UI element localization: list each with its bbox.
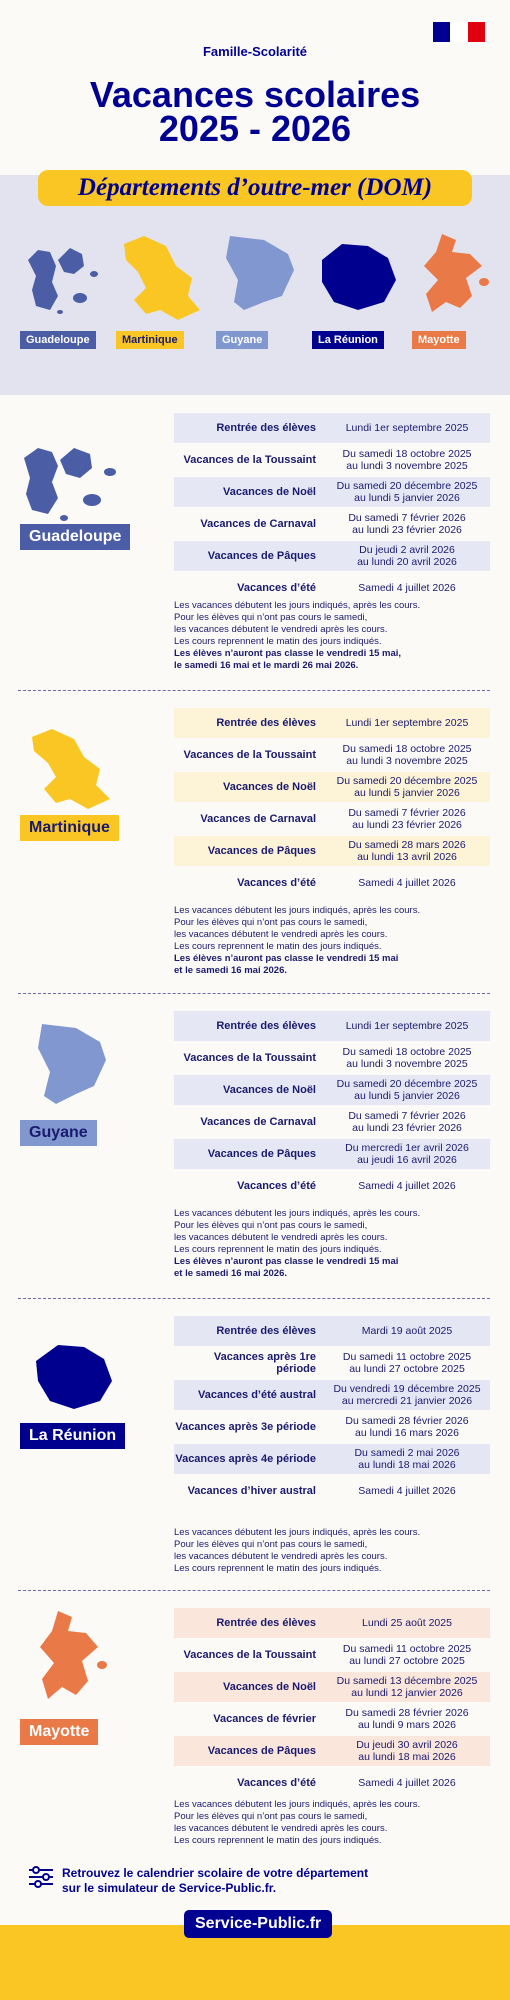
page-title [0, 74, 510, 149]
period-start: Du vendredi 19 décembre 2025 [333, 1383, 481, 1395]
table-row [174, 573, 490, 603]
period-end: au lundi 27 octobre 2025 [349, 1655, 465, 1667]
period-start: Du samedi 7 février 2026 [348, 512, 466, 524]
dept-label: Guyane [20, 1120, 97, 1146]
period-label: Vacances après 3e période [175, 1421, 316, 1433]
period-start: Du samedi 11 octobre 2025 [342, 1643, 472, 1655]
period-end: au lundi 12 janvier 2026 [351, 1687, 463, 1699]
period-start: Samedi 4 juillet 2026 [358, 1180, 456, 1192]
period-start: Samedi 4 juillet 2026 [358, 582, 456, 594]
dept-label: Guadeloupe [20, 524, 130, 550]
period-label: Vacances d’été [237, 877, 316, 889]
notes [174, 905, 490, 977]
period-start: Du samedi 20 décembre 2025 [336, 775, 478, 787]
period-end: au mercredi 21 janvier 2026 [341, 1395, 473, 1407]
period-label: Vacances de la Toussaint [183, 1052, 316, 1064]
note-line: Les vacances débutent les jours indiqués, après les cours. [174, 905, 421, 916]
period-start: Du samedi 18 octobre 2025 [342, 743, 472, 755]
simulator-text [62, 1866, 368, 1896]
table-row [174, 1316, 490, 1346]
period-label: Vacances de février [213, 1713, 316, 1725]
period-start: Samedi 4 juillet 2026 [358, 877, 456, 889]
note-line-bold: le samedi 16 mai et le mardi 26 mai 2026. [174, 660, 359, 671]
dates-table [174, 413, 490, 605]
table-row [174, 1107, 490, 1137]
note-line: Les vacances débutent les jours indiqués, après les cours. [174, 1799, 421, 1810]
period-label: Vacances d’été [237, 1777, 316, 1789]
table-row [174, 1139, 490, 1169]
table-row [174, 541, 490, 571]
period-label: Vacances de Noël [223, 1681, 316, 1693]
period-start: Du jeudi 30 avril 2026 [356, 1739, 458, 1751]
period-label: Vacances de la Toussaint [183, 749, 316, 761]
period-end: au lundi 3 novembre 2025 [346, 755, 468, 767]
period-label: Vacances de la Toussaint [183, 1649, 316, 1661]
section-martinique [0, 707, 510, 985]
period-label: Vacances de Pâques [207, 845, 316, 857]
table-row [174, 413, 490, 443]
period-label: Vacances de Noël [223, 486, 316, 498]
section-divider [18, 1298, 490, 1299]
dates-table [174, 1011, 490, 1203]
note-line: Pour les élèves qui n’ont pas cours le samedi, [174, 917, 368, 928]
period-start: Lundi 1er septembre 2025 [345, 1020, 469, 1032]
period-label: Vacances d’été [237, 1180, 316, 1192]
note-line: Pour les élèves qui n’ont pas cours le samedi, [174, 1220, 368, 1231]
period-start: Du samedi 18 octobre 2025 [342, 448, 472, 460]
period-label: Vacances d’été austral [197, 1389, 316, 1401]
period-start: Lundi 1er septembre 2025 [345, 717, 469, 729]
section-reunion [0, 1315, 510, 1575]
period-label: Vacances de la Toussaint [183, 454, 316, 466]
period-end: au lundi 20 avril 2026 [357, 556, 457, 568]
period-label: Rentrée des élèves [216, 422, 316, 434]
note-line: Pour les élèves qui n’ont pas cours le samedi, [174, 1539, 368, 1550]
period-end: au lundi 9 mars 2026 [357, 1719, 457, 1731]
section-guadeloupe [0, 412, 510, 688]
period-start: Du samedi 13 décembre 2025 [336, 1675, 478, 1687]
mayotte-map-icon [32, 1607, 122, 1717]
note-line: Les cours reprennent le matin des jours indiqués. [174, 1244, 382, 1255]
period-start: Du samedi 2 mai 2026 [354, 1447, 460, 1459]
note-line: Les vacances débutent les jours indiqués, après les cours. [174, 1527, 421, 1538]
period-end: au lundi 5 janvier 2026 [354, 1090, 460, 1102]
table-row [174, 477, 490, 507]
period-start: Du samedi 7 février 2026 [348, 807, 466, 819]
table-row [174, 1444, 490, 1474]
section-guyane [0, 1010, 510, 1290]
period-start: Samedi 4 juillet 2026 [358, 1485, 456, 1497]
overview-label: Martinique [116, 331, 184, 349]
note-line: les vacances débutent le vendredi après les cours. [174, 1823, 388, 1834]
overview-label: La Réunion [312, 331, 384, 349]
period-label: Vacances de Carnaval [200, 813, 316, 825]
title-line-1: Vacances scolaires [89, 74, 421, 115]
table-row [174, 1011, 490, 1041]
section-divider [18, 1590, 490, 1591]
period-end: au lundi 3 novembre 2025 [346, 1058, 468, 1070]
period-start: Lundi 25 août 2025 [362, 1617, 452, 1629]
note-line-bold: et le samedi 16 mai 2026. [174, 965, 288, 976]
notes [174, 1208, 490, 1280]
dates-table [174, 1608, 490, 1800]
overview-guyane [216, 230, 306, 349]
sliders-icon [28, 1866, 54, 1888]
table-row [174, 509, 490, 539]
section-divider [18, 690, 490, 691]
table-row [174, 708, 490, 738]
table-row [174, 1171, 490, 1201]
note-line: Les cours reprennent le matin des jours indiqués. [174, 941, 382, 952]
table-row [174, 1608, 490, 1638]
table-row [174, 804, 490, 834]
notes [174, 1799, 490, 1847]
note-line-bold: Les élèves n’auront pas classe le vendredi 15 mai, [174, 648, 402, 659]
period-label: Rentrée des élèves [216, 1617, 316, 1629]
period-end: au lundi 5 janvier 2026 [354, 492, 460, 504]
note-line: Les cours reprennent le matin des jours indiqués. [174, 1835, 382, 1846]
table-row [174, 1380, 490, 1410]
guadeloupe-map-icon [20, 230, 110, 330]
period-label: Vacances de Pâques [207, 1745, 316, 1757]
note-line: Les vacances débutent les jours indiqués, après les cours. [174, 1208, 421, 1219]
period-end: au lundi 16 mars 2026 [355, 1427, 459, 1439]
note-line: Pour les élèves qui n’ont pas cours le samedi, [174, 1811, 368, 1822]
note-line: les vacances débutent le vendredi après les cours. [174, 929, 388, 940]
note-line-bold: et le samedi 16 mai 2026. [174, 1268, 288, 1279]
section-divider [18, 993, 490, 994]
note-line: les vacances débutent le vendredi après les cours. [174, 1551, 388, 1562]
kicker: Famille-Scolarité [202, 44, 308, 59]
table-row [174, 1672, 490, 1702]
period-start: Du samedi 28 mars 2026 [348, 839, 466, 851]
guyane-map-icon [30, 1020, 120, 1120]
table-row [174, 1043, 490, 1073]
dept-label: Mayotte [20, 1719, 98, 1745]
simulator-link[interactable] [28, 1866, 488, 1896]
period-start: Lundi 1er septembre 2025 [345, 422, 469, 434]
reunion-map-icon [312, 230, 402, 330]
table-row [174, 1075, 490, 1105]
table-row [174, 445, 490, 475]
martinique-map-icon [28, 725, 128, 815]
period-label: Vacances de Carnaval [200, 1116, 316, 1128]
period-label: Vacances après 4e période [175, 1453, 316, 1465]
note-line: Les vacances débutent les jours indiqués, après les cours. [174, 600, 421, 611]
guyane-map-icon [216, 230, 306, 330]
note-line: Les cours reprennent le matin des jours indiqués. [174, 636, 382, 647]
period-end: au lundi 23 février 2026 [352, 819, 462, 831]
reunion-map-icon [30, 1337, 120, 1417]
period-start: Mardi 19 août 2025 [361, 1325, 453, 1337]
table-row [174, 772, 490, 802]
french-flag-icon [433, 22, 485, 42]
period-start: Du samedi 7 février 2026 [348, 1110, 466, 1122]
period-label: Vacances de Pâques [207, 1148, 316, 1160]
overview-reunion [312, 230, 402, 349]
service-public-logo[interactable]: Service-Public.fr [184, 1910, 332, 1938]
period-start: Du samedi 11 octobre 2025 [342, 1351, 472, 1363]
overview-guadeloupe [20, 230, 110, 349]
period-label: Vacances d’hiver austral [187, 1485, 316, 1497]
footer-line-2: sur le simulateur de Service-Public.fr. [62, 1881, 277, 1895]
period-end: au lundi 18 mai 2026 [358, 1459, 456, 1471]
period-label: Vacances de Noël [223, 1084, 316, 1096]
period-start: Du samedi 18 octobre 2025 [342, 1046, 472, 1058]
dates-table [174, 1316, 490, 1508]
period-start: Samedi 4 juillet 2026 [358, 1777, 456, 1789]
note-line: les vacances débutent le vendredi après les cours. [174, 1232, 388, 1243]
dates-table [174, 708, 490, 900]
period-end: au lundi 23 février 2026 [352, 524, 462, 536]
period-end: au jeudi 16 avril 2026 [357, 1154, 457, 1166]
note-line-bold: Les élèves n’auront pas classe le vendredi 15 mai [174, 953, 399, 964]
table-row [174, 1412, 490, 1442]
note-line: Pour les élèves qui n’ont pas cours le samedi, [174, 612, 368, 623]
martinique-map-icon [116, 230, 206, 330]
table-row [174, 1348, 490, 1378]
period-label: Vacances de Noël [223, 781, 316, 793]
period-label: Vacances d’été [237, 582, 316, 594]
period-label: Vacances de Pâques [207, 550, 316, 562]
notes [174, 600, 490, 672]
period-start: Du samedi 28 février 2026 [345, 1707, 469, 1719]
period-start: Du samedi 28 février 2026 [345, 1415, 469, 1427]
mayotte-map-icon [412, 230, 502, 330]
period-end: au lundi 27 octobre 2025 [349, 1363, 465, 1375]
period-start: Du jeudi 2 avril 2026 [359, 544, 455, 556]
period-label: Rentrée des élèves [216, 1325, 316, 1337]
period-end: au lundi 18 mai 2026 [358, 1751, 456, 1763]
table-row [174, 1736, 490, 1766]
table-row [174, 868, 490, 898]
period-label: Rentrée des élèves [216, 1020, 316, 1032]
period-end: au lundi 3 novembre 2025 [346, 460, 468, 472]
table-row [174, 740, 490, 770]
table-row [174, 1704, 490, 1734]
period-end: au lundi 13 avril 2026 [357, 851, 457, 863]
period-start: Du samedi 20 décembre 2025 [336, 1078, 478, 1090]
table-row [174, 1640, 490, 1670]
dept-label: Martinique [20, 815, 119, 841]
period-end: au lundi 5 janvier 2026 [354, 787, 460, 799]
note-line-bold: Les élèves n’auront pas classe le vendredi 15 mai [174, 1256, 399, 1267]
table-row [174, 1768, 490, 1798]
period-start: Du samedi 20 décembre 2025 [336, 480, 478, 492]
period-label: Vacances de Carnaval [200, 518, 316, 530]
table-row [174, 1476, 490, 1506]
subtitle-banner: Départements d’outre-mer (DOM) [38, 170, 472, 206]
note-line: les vacances débutent le vendredi après les cours. [174, 624, 388, 635]
overview-martinique [116, 230, 206, 349]
notes [174, 1527, 490, 1575]
section-mayotte [0, 1607, 510, 1847]
title-line-2: 2025 - 2026 [158, 108, 352, 149]
dept-label: La Réunion [20, 1423, 125, 1449]
period-label: Rentrée des élèves [216, 717, 316, 729]
footer-line-1: Retrouvez le calendrier scolaire de votre département [62, 1866, 369, 1880]
table-row [174, 836, 490, 866]
overview-label: Guyane [216, 331, 268, 349]
period-end: au lundi 23 février 2026 [352, 1122, 462, 1134]
overview-label: Guadeloupe [20, 331, 96, 349]
period-label: Vacances après 1re période [213, 1351, 316, 1375]
period-start: Du mercredi 1er avril 2026 [345, 1142, 469, 1154]
overview-label: Mayotte [412, 331, 466, 349]
overview-mayotte [412, 230, 502, 349]
note-line: Les cours reprennent le matin des jours indiqués. [174, 1563, 382, 1574]
guadeloupe-map-icon [18, 438, 138, 528]
